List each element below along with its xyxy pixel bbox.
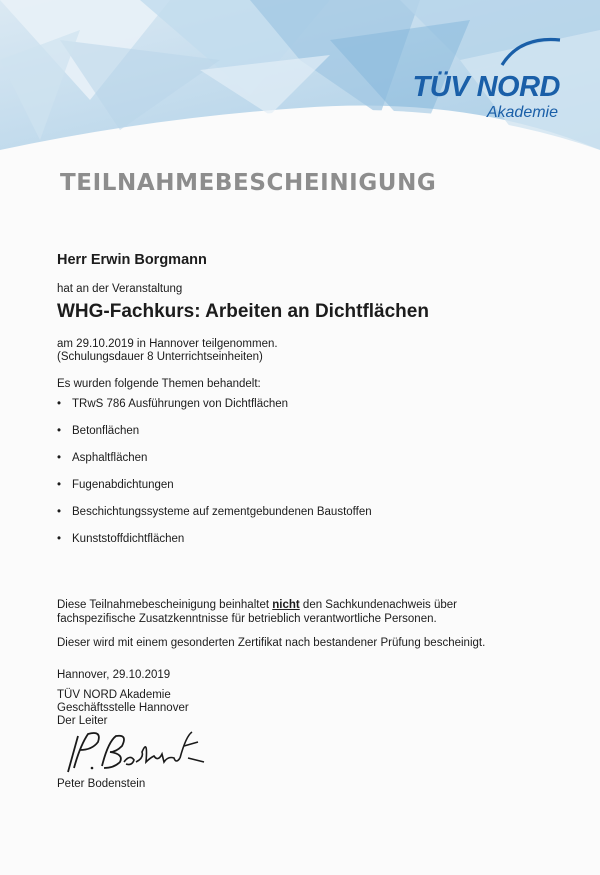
- topic-item: • Fugenabdichtungen: [57, 479, 174, 491]
- place-date: Hannover, 29.10.2019: [57, 669, 171, 681]
- signature-branch: Geschäftsstelle Hannover: [57, 702, 189, 714]
- logo-main-text: TÜV NORD: [412, 71, 560, 103]
- recipient-name: Herr Erwin Borgmann: [57, 252, 207, 268]
- notice-line-3: Dieser wird mit einem gesonderten Zertifikat nach bestandener Prüfung bescheinigt.: [57, 637, 486, 649]
- notice-emphasis: nicht: [272, 599, 300, 611]
- topic-item: • Kunststoffdichtflächen: [57, 533, 185, 545]
- bullet-icon: •: [57, 425, 62, 437]
- signature-org: TÜV NORD Akademie: [57, 689, 171, 701]
- topic-item: • Beschichtungssysteme auf zementgebundenen Baustoffen: [57, 506, 372, 518]
- bullet-icon: •: [57, 506, 62, 518]
- course-title: WHG-Fachkurs: Arbeiten an Dichtflächen: [57, 301, 429, 322]
- notice-line-2: fachspezifische Zusatzkenntnisse für betrieblich verantwortliche Personen.: [57, 613, 437, 625]
- intro-text: hat an der Veranstaltung: [57, 283, 183, 295]
- bullet-icon: •: [57, 533, 62, 545]
- topic-item: • Asphaltflächen: [57, 452, 148, 464]
- bullet-icon: •: [57, 398, 62, 410]
- logo-sub-text: Akademie: [486, 104, 558, 121]
- handwritten-signature: [58, 728, 208, 776]
- duration-line: (Schulungsdauer 8 Unterrichtseinheiten): [57, 351, 263, 363]
- tuv-nord-logo: [413, 72, 560, 122]
- signature-role: Der Leiter: [57, 715, 108, 727]
- bullet-icon: •: [57, 479, 62, 491]
- topic-item: • TRwS 786 Ausführungen von Dichtflächen: [57, 398, 289, 410]
- notice-line-1: Diese Teilnahmebescheinigung beinhaltet nicht den Sachkundenachweis über: [57, 599, 458, 611]
- topics-intro: Es wurden folgende Themen behandelt:: [57, 378, 261, 390]
- document-title: TEILNAHMEBESCHEINIGUNG: [60, 170, 437, 196]
- date-line: am 29.10.2019 in Hannover teilgenommen.: [57, 338, 278, 350]
- signer-name: Peter Bodenstein: [57, 778, 146, 790]
- topic-item: • Betonflächen: [57, 425, 140, 437]
- bullet-icon: •: [57, 452, 62, 464]
